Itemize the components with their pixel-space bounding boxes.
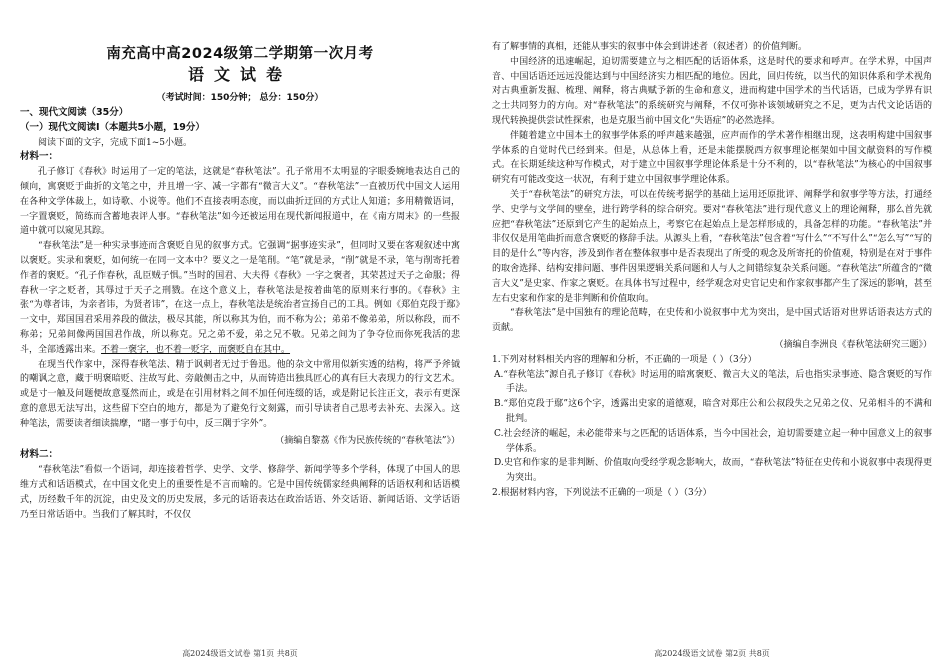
section-heading: 一、现代文阅读（35分） <box>20 107 129 118</box>
material1-source: （摘编自黎荔《作为民族传统的“春秋笔法”》） <box>275 435 460 446</box>
left-page <box>20 0 460 671</box>
question-1: 1.下列对材料相关内容的理解和分析，不正确的一项是（ ）（3分） <box>492 354 757 365</box>
material2-paragraph-2: 中国经济的迅速崛起，迫切需要建立与之相匹配的话语体系，这是时代的要求和呼声。在学术界，中国声音、中国话语还远远没能达到与中国经济实力相匹配的地位。因此，回归传统，以当代的知识体系和学术视角对古典重新发掘、梳理、阐释，将古典赋予新的生命和意义，进而构建中国学术的当代话语，已成为学界有识之士共同努力的方向。对“春秋笔法”的系统研究与阐释，不仅可弥补该领域研究之不足，更为古代文论话语的现代转换提供尝试性探索，也是克服当前中国文化“失语症”的必然选择。 <box>492 56 932 126</box>
right-footer: 高2024级语文试卷 第2页 共8页 <box>654 649 770 658</box>
exam-title: 南充高中高2024级第二学期第一次月考 <box>106 46 374 62</box>
exam-info: （考试时间：150分钟； 总分：150分） <box>156 93 324 103</box>
material2-label: 材料二： <box>20 449 59 461</box>
question-2: 2.根据材料内容，下列说法不正确的一项是（ ）（3分） <box>492 487 712 498</box>
material2-paragraph-1: “春秋笔法”看似一个语词，却连接着哲学、史学、文学、修辞学、新闻学等多个学科，体现了中国人的思维方式和话语模式，在中国文化史上的重要性是不言而喻的。它是中国传统儒家经典阐释的话语权利和话语模式，历经数千年的沉淀，由史及文的历史发展，多元的话语表达在政治话语、外交话语、新闻话语、文学话语乃至日常话语中。当我们了解其时，不仅仅 <box>20 465 460 520</box>
material1-paragraph-3: 在现当代作家中，深得春秋笔法、精于讽刺者无过于鲁迅。他的杂文中常用似新实透的结构，将严予斧钺的嘲讽之意，藏于明褒暗贬、注故写此、旁敲侧击之中，从而铸造出独具匠心的真有巨大表现力的行文艺术。或是寸一触及问题便故意戛然而止，或是在引用材料之间不加任何连缀的话，或是附记长注正文，表示有更深意的意思无法写出，这些留下空白的地方，都是为了避免行文刻露，而引导读者自己思考去补充、去深入。这种笔法，需要读者细读揣摩，“睹一事于句中，反三隅于字外”。 <box>20 359 460 429</box>
material1-label: 材料一： <box>20 151 59 163</box>
material2-source: （摘编自李洲良《春秋笔法研究三题》） <box>774 339 932 350</box>
underlined-sentence: 不着一褒字，也不着一贬字，而褒贬自在其中。 <box>101 344 291 355</box>
right-page <box>492 0 932 671</box>
question-1-option-b: B.“郑伯克段于鄢”这6个字，透露出史家的道德观，暗含对郑庄公和公叔段失之兄弟之仪、兄弟相斗的不满和批判。 <box>494 399 932 424</box>
material1-paragraph-2: “春秋笔法”是一种实录事迹而含褒贬自见的叙事方式。它强调“据事迹实录”，但同时又要在客观叙述中寓以褒贬。实录和褒贬，如何统一在同一文本中？要义之一是笔削。“笔”就是录，“削”就是不录，笔与削寄托着作者的褒贬。“孔子作春秋，乱臣贼子惧。”当时的国君、大夫得《春秋》一字之褒者，其荣甚过天子之命服；得春秋一字之贬者，其辱过于天子之刑戮。在这个意义上，春秋笔法是按着曲笔的原则来行事的。《春秋》主张“为尊者讳，为亲者讳，为贤者讳”，在这一点上，春秋笔法是统治者宣扬自己的工具。例如《郑伯克段于鄢》一文中，郑国国君采用养段的做法，极尽其能，所以称其为伯，而不称为公；弟弟不像弟弟，所以称段，而不称弟；兄弟间像两国国君作战，所以称克。兄之弟不爱，弟之兄不敬。兄弟之间为了争夺位而你死我活的悲斗，全部透露出来。不着一褒字，也不着一贬字，而褒贬自在其中。 <box>20 241 460 355</box>
material2-paragraph-4: 关于“春秋笔法”的研究方法，可以在传统考据学的基础上运用还原批评、阐释学和叙事学等方法，打通经学、史学与文学间的壁垒，进行跨学科的综合研究。要对“春秋笔法”进行现代意义上的理论阐释，那么首先就应把“春秋笔法”还原到它产生的起始点上，考察它在起始点上是怎样形成的，具备怎样的功能。“春秋笔法”并非仅仅是用笔曲折而意含褒贬的修辞手法。从源头上看，“春秋笔法”包含着“写什么”“不写什么”“怎么写”“写的目的是什么”等内容，涉及到作者在整体叙事中是否表现出了所受的观念及所寄托的价值观，特别是在对于事件的取舍选择、结构安排问题、事件因果逻辑关系问题和人与人之间错综复杂关系问题。“春秋笔法”所蕴含的“微言大义”是史家、作家之褒贬。在具体书写过程中，经学观念对史官记史和作家叙事都产生了深远的影响，甚至左右史家和作家的是非判断和价值取向。 <box>492 189 932 304</box>
material1-paragraph-1: 孔子修订《春秋》时运用了一定的笔法，这就是“春秋笔法”。孔子常用不太明显的字眼委婉地表达自己的倾向，寓褒贬于曲折的文笔之中，并且增一字、减一字都有“微言大义”。“春秋笔法”一直被历代中国文人运用在各种文学体裁上，如诗歌、小说等。他们不直接表明态度，而以曲折迂回的方式让人知道；多用精微语词，一字置褒贬，简练而含蓄地表评人事。“春秋笔法”如今还被运用在现代新闻报道中，在《南方周末》的一些报道中就可以窥见其踪。 <box>20 167 460 237</box>
left-body <box>20 106 460 522</box>
question-1-option-c: C.社会经济的崛起，未必能带来与之匹配的话语体系，当今中国社会，迫切需要建立起一种中国意义上的叙事学体系。 <box>494 428 932 454</box>
question-1-option-d: D.史官和作家的是非判断、价值取向受经学观念影响大，故而，“春秋笔法”特征在史传和小说叙事中表现得更为突出。 <box>494 458 932 484</box>
right-body <box>492 40 932 501</box>
instruction-text: 阅读下面的文字，完成下面1~5小题。 <box>38 137 192 148</box>
question-1-option-a: A.“春秋笔法”源自孔子修订《春秋》时运用的暗寓褒贬、微言大义的笔法，后也指实录事迹、隐含褒贬的写作手法。 <box>494 369 932 395</box>
exam-subtitle: 语文试卷 <box>187 65 292 84</box>
material2-paragraph-5: “春秋笔法”是中国独有的理论范畴，在史传和小说叙事中尤为突出，是中国式话语对世界话语表达方式的贡献。 <box>492 308 932 334</box>
material2-paragraph-3: 伴随着建立中国本土的叙事学体系的呼声越来越强，应声而作的学术著作相继出现，这表明构建中国叙事学体系的自觉时代已经到来。但是，从总体上看，还是未能摆脱西方叙事理论框架如中国文献资料的写作模式。在长期延续这种写作模式，对于建立中国叙事学理论体系是十分不利的，以“春秋笔法”为核心的中国叙事研究有可能改变这一状况，有利于建立中国叙事学理论体系。 <box>492 130 932 186</box>
subsection-heading: （一）现代文阅读Ⅰ（本题共5小题，19分） <box>20 121 205 133</box>
left-footer: 高2024级语文试卷 第1页 共8页 <box>182 649 298 658</box>
material2-continued: 有了解事情的真相，还能从事实的叙事中体会到讲述者（叙述者）的价值判断。 <box>492 42 808 52</box>
